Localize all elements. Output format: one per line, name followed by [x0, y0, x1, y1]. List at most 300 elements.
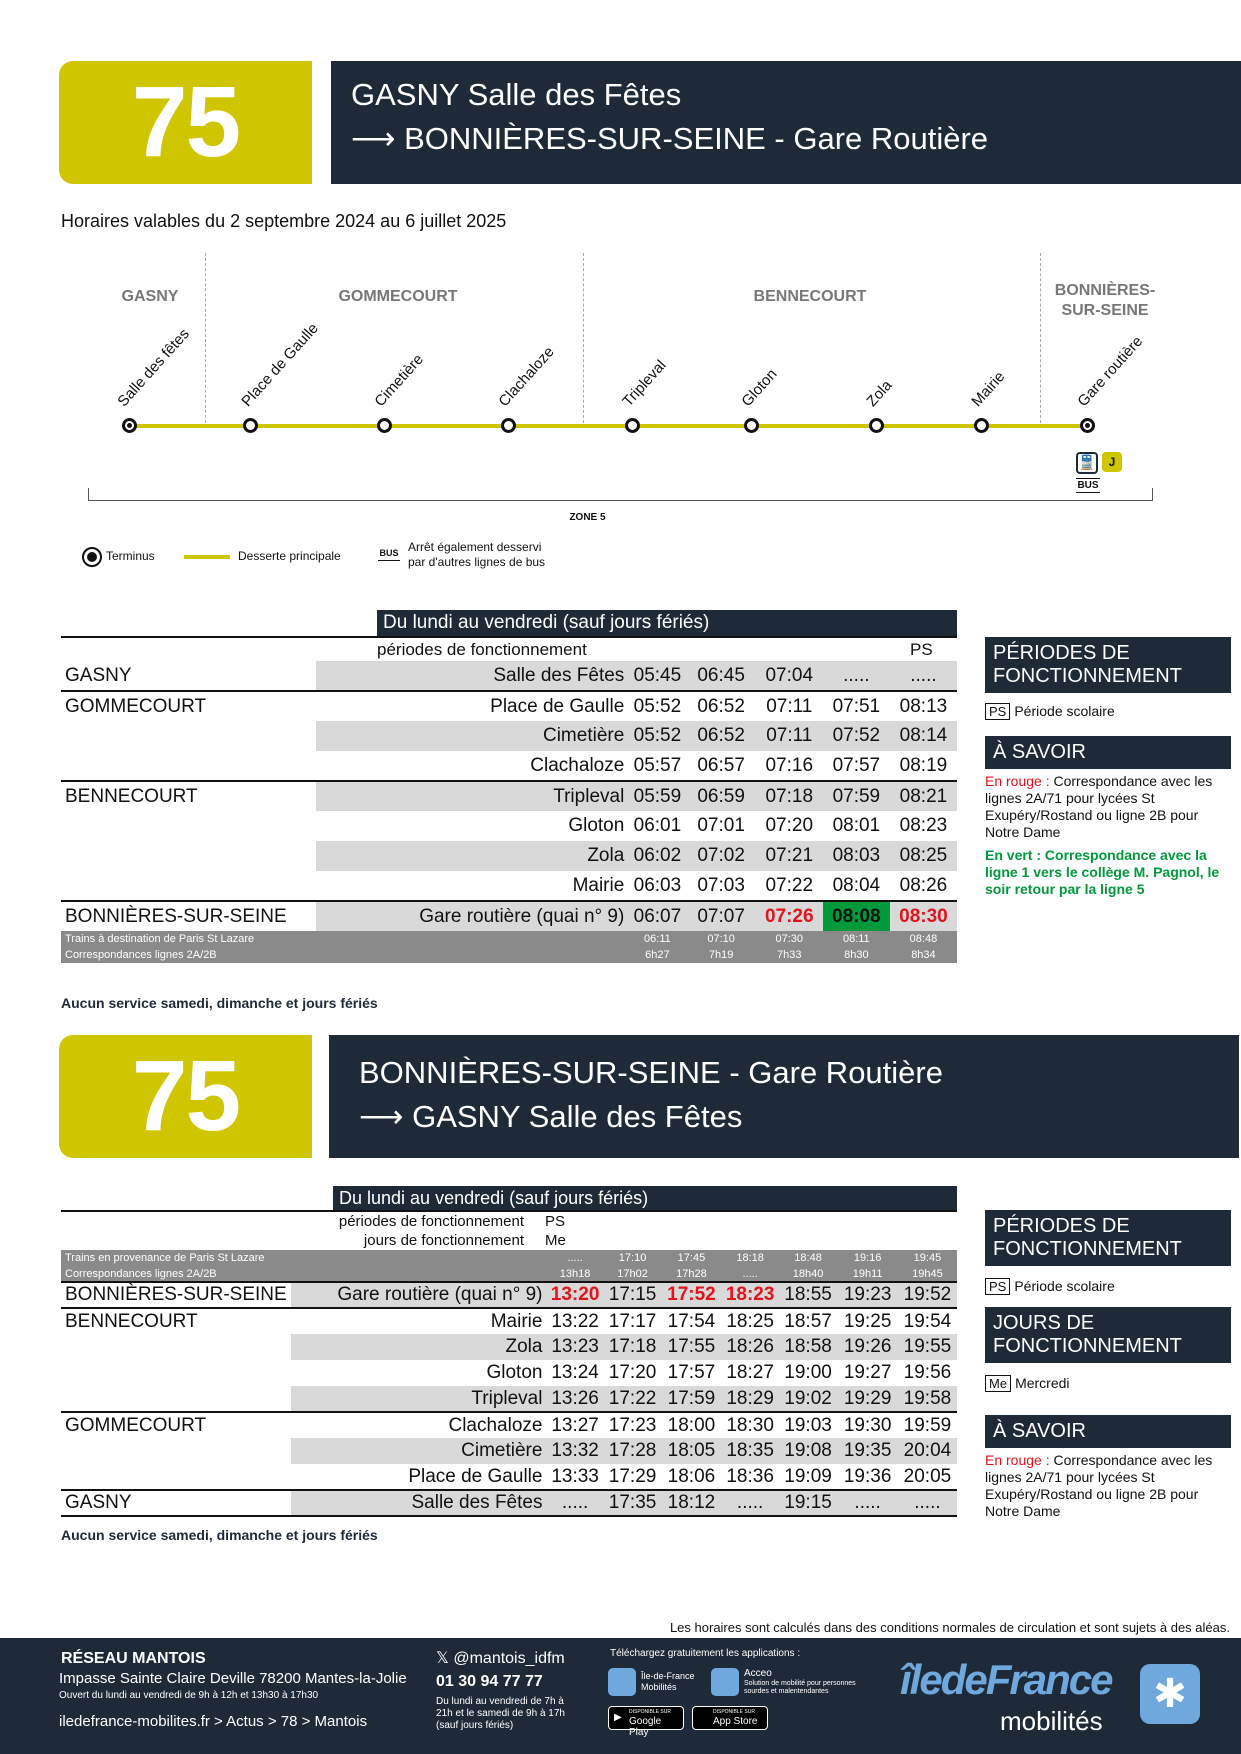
time-cell: 19:35: [837, 1438, 898, 1464]
town-cell: BENNECOURT: [65, 1310, 198, 1332]
time-cell: .....: [722, 1490, 779, 1516]
stop-cell: Tripleval: [291, 1386, 547, 1412]
timetable-inbound: [61, 1250, 957, 1517]
stop-cell: Mairie: [572, 874, 625, 896]
periods-title: PÉRIODES DE: [993, 1215, 1130, 1237]
line-j-badge: J: [1102, 452, 1122, 472]
idfm-logo-icon: ✱: [1140, 1664, 1200, 1724]
me-tag: Me: [985, 1375, 1011, 1392]
periods-label: périodes de fonctionnement: [338, 1213, 524, 1230]
savoir-red-note: [985, 773, 1225, 841]
connection-time: 18:48: [779, 1250, 838, 1266]
badge-label: App Store: [713, 1716, 758, 1727]
time-cell: 07:22: [765, 874, 814, 896]
connection-time: 19:45: [898, 1250, 957, 1266]
connection-time: 8h30: [823, 947, 890, 963]
time-cell: 17:55: [661, 1334, 721, 1360]
table-row: [61, 901, 957, 931]
time-cell: 06:57: [697, 754, 745, 776]
connection-time: 19h11: [837, 1266, 898, 1282]
time-cell: 19:52: [898, 1282, 957, 1308]
periods-title: FONCTIONNEMENT: [993, 1238, 1182, 1260]
time-cell: 07:01: [697, 815, 745, 836]
time-cell: 07:16: [765, 754, 814, 776]
zone-divider: [583, 253, 584, 423]
badge-small: DISPONIBLE SUR: [629, 1709, 671, 1715]
time-cell: 17:57: [667, 1362, 716, 1383]
time-cell: 08:04: [832, 874, 881, 896]
stop-label: Clachaloze: [495, 343, 558, 410]
stop-cell: Place de Gaulle: [408, 1465, 543, 1487]
connection-time: 8h34: [890, 947, 957, 963]
table2-ps-me: [545, 1212, 566, 1250]
table-row: [61, 781, 957, 811]
route-origin: BONNIÈRES-SUR-SEINE - Gare Routière: [359, 1055, 943, 1090]
time-cell: 17:28: [604, 1438, 662, 1464]
time-cell: 07:57: [832, 754, 881, 776]
connection-time: .....: [546, 1250, 603, 1266]
stop-cell: Salle des Fêtes: [291, 1490, 547, 1516]
period-ps: PS: [545, 1213, 566, 1230]
time-cell: 05:59: [628, 781, 686, 811]
time-cell: 07:07: [687, 901, 756, 931]
town-cell: GOMMECOURT: [65, 1414, 207, 1436]
connection-time: 19:16: [837, 1250, 898, 1266]
town-cell: [61, 1464, 291, 1490]
ps-text: Période scolaire: [1014, 703, 1115, 719]
stop-cell: Mairie: [490, 1310, 543, 1332]
town-cell: [61, 1438, 291, 1464]
town-cell: GASNY: [65, 664, 132, 686]
time-cell: 17:17: [608, 1310, 657, 1332]
time-cell: .....: [890, 661, 957, 691]
connection-time: 6h27: [628, 947, 686, 963]
table2-note: Aucun service samedi, dimanche et jours fériés: [61, 1527, 378, 1543]
time-cell: 06:01: [633, 815, 682, 836]
connection-row: [61, 1266, 957, 1282]
bus-legend-icon: BUS: [378, 547, 400, 561]
stop-cell: Clachaloze: [530, 754, 625, 776]
stop-dot: [377, 418, 392, 433]
savoir-box: À SAVOIR: [985, 736, 1231, 769]
stop-cell: Gare routière (quai n° 9): [291, 1282, 547, 1308]
time-cell: 19:25: [843, 1310, 892, 1332]
idfm-app-label: Île-de-France Mobilités: [641, 1671, 695, 1692]
stop-dot: [744, 418, 759, 433]
table2-title: Du lundi au vendredi (sauf jours fériés): [333, 1186, 957, 1210]
day-me: Me: [545, 1232, 566, 1249]
table-row: [61, 691, 957, 721]
time-cell: 08:19: [899, 754, 948, 776]
time-cell: 07:03: [697, 874, 745, 896]
connection-label: Trains à destination de Paris St Lazare: [61, 931, 628, 947]
stop-cell: Zola: [316, 841, 628, 871]
x-icon: 𝕏: [436, 1650, 449, 1667]
time-cell: 05:52: [633, 695, 682, 717]
time-cell: 07:11: [766, 695, 813, 717]
time-cell: 19:09: [784, 1465, 832, 1487]
time-cell: 08:01: [832, 815, 881, 836]
red-text: Correspondance avec les lignes 2A/71 pour lycées St Exupéry/Rostand ou ligne 2B pour Notre Dame: [985, 773, 1213, 840]
connection-row: [61, 947, 957, 963]
line-number-badge: 75: [59, 61, 312, 184]
table1-period-ps: PS: [910, 640, 933, 659]
time-cell: 17:54: [667, 1310, 716, 1332]
time-cell: 07:11: [756, 721, 823, 751]
stop-label: Salle des fêtes: [114, 325, 193, 410]
connection-time: 07:10: [687, 931, 756, 947]
connection-time: 17:45: [661, 1250, 721, 1266]
connection-time: 08:11: [823, 931, 890, 947]
stop-label: Gloton: [738, 365, 781, 410]
route-destination: GASNY Salle des Fêtes: [412, 1099, 743, 1134]
time-cell: 17:15: [604, 1282, 662, 1308]
connection-time: 18:18: [722, 1250, 779, 1266]
zone-bracket: [88, 488, 1153, 501]
network-link[interactable]: iledefrance-mobilites.fr > Actus > 78 > Mantois: [59, 1713, 368, 1730]
badge-label: Google Play: [629, 1716, 662, 1738]
time-cell: 20:05: [903, 1465, 952, 1487]
connection-time: 13h18: [546, 1266, 603, 1282]
time-cell: 19:56: [903, 1362, 952, 1383]
town-cell: BENNECOURT: [65, 785, 198, 807]
route-line: [129, 424, 1087, 428]
time-cell: 18:55: [779, 1282, 838, 1308]
periods-title: PÉRIODES DE: [993, 642, 1130, 664]
table-row: [61, 1360, 957, 1386]
time-cell: 13:26: [546, 1386, 603, 1412]
acceo-title: Acceo: [744, 1668, 772, 1679]
time-cell: 07:04: [756, 661, 823, 691]
connection-row: [61, 931, 957, 947]
connection-label: Correspondances lignes 2A/2B: [61, 947, 628, 963]
validity-text: Horaires valables du 2 septembre 2024 au 6 juillet 2025: [61, 211, 507, 231]
train-icon: 🚆: [1076, 452, 1098, 474]
time-cell: 19:08: [779, 1438, 838, 1464]
time-cell: 13:27: [551, 1414, 599, 1436]
network-hours: Ouvert du lundi au vendredi de 9h à 12h et 13h30 à 17h30: [59, 1690, 319, 1701]
time-cell: 08:13: [899, 695, 948, 717]
time-cell: 07:18: [756, 781, 823, 811]
network-address: Impasse Sainte Claire Deville 78200 Mantes-la-Jolie: [59, 1670, 407, 1687]
savoir-red-note: [985, 1452, 1225, 1520]
time-cell: 18:05: [661, 1438, 721, 1464]
connection-time: 17h28: [661, 1266, 721, 1282]
table-row: [61, 721, 957, 751]
table-row: [61, 1490, 957, 1516]
town-cell: [61, 1334, 291, 1360]
idfm-logo-text: îledeFrance: [900, 1656, 1112, 1703]
ps-legend: [985, 703, 1115, 720]
legend-line: par d'autres lignes de bus: [408, 555, 546, 569]
table-row: [61, 751, 957, 781]
me-legend: [985, 1375, 1070, 1392]
time-cell: 07:59: [823, 781, 890, 811]
time-cell: 08:21: [890, 781, 957, 811]
stop-cell: Gloton: [568, 815, 625, 836]
time-cell: 08:14: [890, 721, 957, 751]
arrow-icon: ⟶: [351, 121, 396, 156]
stop-cell: Gare routière (quai n° 9): [316, 901, 628, 931]
app-store-badge[interactable]: [692, 1706, 768, 1730]
town-cell: BONNIÈRES-SUR-SEINE: [65, 905, 287, 927]
time-cell: 07:51: [832, 695, 881, 717]
stop-label: Place de Gaulle: [238, 319, 322, 410]
time-cell: 18:27: [726, 1362, 774, 1383]
time-cell: 13:33: [551, 1465, 599, 1487]
route-destination: BONNIÈRES-SUR-SEINE - Gare Routière: [404, 121, 989, 156]
time-cell: 19:27: [843, 1362, 892, 1383]
time-cell: 06:03: [633, 874, 682, 896]
time-cell: 07:20: [765, 815, 814, 836]
connection-time: 08:48: [890, 931, 957, 947]
time-cell: 18:35: [722, 1438, 779, 1464]
stop-terminus-dot: [122, 418, 137, 433]
network-name: RÉSEAU MANTOIS: [61, 1650, 206, 1667]
time-cell: .....: [823, 661, 890, 691]
table-row: [61, 1282, 957, 1308]
stop-cell: Cimetière: [291, 1438, 547, 1464]
stop-label: Tripleval: [619, 356, 670, 410]
table-row: [61, 1438, 957, 1464]
legend-desserte: Desserte principale: [238, 549, 341, 563]
connection-row: [61, 1250, 957, 1266]
time-cell: 06:02: [628, 841, 686, 871]
stop-label: Mairie: [968, 368, 1009, 410]
time-cell: 19:29: [837, 1386, 898, 1412]
zone-gommecourt: GOMMECOURT: [338, 288, 458, 305]
twitter-handle[interactable]: [436, 1648, 565, 1668]
connection-time: 18h40: [779, 1266, 838, 1282]
ps-tag: PS: [985, 703, 1010, 720]
time-cell: 20:04: [898, 1438, 957, 1464]
stop-dot: [869, 418, 884, 433]
stop-dot: [974, 418, 989, 433]
ps-legend: [985, 1278, 1115, 1295]
time-cell: 19:55: [898, 1334, 957, 1360]
bus-icon: BUS: [1077, 480, 1099, 491]
connection-time: 07:30: [756, 931, 823, 947]
google-play-badge[interactable]: [608, 1706, 684, 1738]
zone-bonnieres-2: SUR-SEINE: [1061, 302, 1149, 319]
time-cell: 06:59: [687, 781, 756, 811]
time-cell: 18:29: [722, 1386, 779, 1412]
phone-number[interactable]: 01 30 94 77 77: [436, 1673, 543, 1690]
arrow-icon: ⟶: [359, 1099, 404, 1134]
terminus-legend-icon: [82, 547, 102, 567]
table-row: [61, 1412, 957, 1438]
table-rule: [61, 636, 957, 638]
connection-label: Correspondances lignes 2A/2B: [61, 1266, 546, 1282]
town-cell: GASNY: [65, 1492, 132, 1513]
town-cell: [61, 751, 316, 781]
time-cell: 19:36: [843, 1465, 892, 1487]
time-cell: 08:30: [890, 901, 957, 931]
time-cell: 18:00: [667, 1414, 716, 1436]
time-cell: 06:45: [687, 661, 756, 691]
idfm-logo-sub: mobilités: [1000, 1706, 1103, 1736]
footer: [0, 1638, 1241, 1754]
stop-cell: Clachaloze: [448, 1414, 543, 1436]
periods-box: [985, 637, 1231, 693]
time-cell: 07:21: [756, 841, 823, 871]
google-play-icon: ▶: [614, 1712, 622, 1723]
table-row: [61, 841, 957, 871]
time-cell: 07:26: [756, 901, 823, 931]
time-cell: 19:26: [837, 1334, 898, 1360]
red-label: En rouge :: [985, 1452, 1050, 1468]
time-cell: 17:22: [604, 1386, 662, 1412]
time-cell: 13:20: [546, 1282, 603, 1308]
time-cell: 07:52: [823, 721, 890, 751]
time-cell: 19:23: [837, 1282, 898, 1308]
acceo-app-icon[interactable]: [711, 1668, 739, 1696]
me-text: Mercredi: [1015, 1375, 1070, 1391]
time-cell: 17:35: [604, 1490, 662, 1516]
stop-cell: Zola: [291, 1334, 547, 1360]
stop-dot: [625, 418, 640, 433]
route-header-inbound: [329, 1035, 1239, 1158]
route-destination-line: [351, 117, 1241, 161]
time-cell: 19:02: [779, 1386, 838, 1412]
time-cell: 19:00: [784, 1362, 832, 1383]
time-cell: 17:20: [608, 1362, 657, 1383]
zone-divider: [205, 253, 206, 423]
table1-periods-label: périodes de fonctionnement: [377, 640, 587, 659]
time-cell: 18:12: [661, 1490, 721, 1516]
connection-time: 17:10: [604, 1250, 662, 1266]
savoir-box: À SAVOIR: [985, 1415, 1231, 1448]
days-title: JOURS DE: [993, 1312, 1095, 1334]
connection-time: .....: [722, 1266, 779, 1282]
savoir-green-note: En vert : Correspondance avec la ligne 1 vers le collège M. Pagnol, le soir retour par la ligne 5: [985, 847, 1220, 897]
table-row: [61, 1386, 957, 1412]
legend-terminus: Terminus: [106, 549, 155, 563]
disclaimer: Les horaires sont calculés dans des conditions normales de circulation et sont sujets à des aléas.: [669, 1620, 1230, 1635]
time-cell: 13:23: [546, 1334, 603, 1360]
zone-label: ZONE 5: [569, 512, 606, 523]
stop-label: Zola: [863, 376, 896, 410]
stop-terminus-dot: [1080, 418, 1095, 433]
town-cell: BONNIÈRES-SUR-SEINE: [65, 1284, 287, 1305]
red-label: En rouge :: [985, 773, 1050, 789]
time-cell: 18:30: [726, 1414, 774, 1436]
desserte-legend-icon: [184, 555, 230, 559]
days-box: [985, 1307, 1231, 1363]
table1-note: Aucun service samedi, dimanche et jours fériés: [61, 995, 378, 1011]
stop-dot: [501, 418, 516, 433]
time-cell: 19:59: [903, 1414, 952, 1436]
route-header-outbound: [331, 61, 1241, 184]
table-row: [61, 871, 957, 901]
time-cell: 18:58: [779, 1334, 838, 1360]
zone-gasny: GASNY: [121, 288, 179, 305]
connection-time: 7h33: [756, 947, 823, 963]
time-cell: 19:03: [784, 1414, 832, 1436]
stop-cell: Place de Gaulle: [490, 695, 625, 717]
time-cell: 18:36: [726, 1465, 774, 1487]
stop-cell: Tripleval: [316, 781, 628, 811]
time-cell: 08:26: [899, 874, 948, 896]
table-row: [61, 1308, 957, 1334]
time-cell: 08:25: [890, 841, 957, 871]
connection-time: 17h02: [604, 1266, 662, 1282]
time-cell: 13:32: [546, 1438, 603, 1464]
zone-divider: [1040, 253, 1041, 423]
days-label: jours de fonctionnement: [363, 1232, 524, 1249]
table2-labels: [320, 1212, 524, 1250]
zone-bonnieres-1: BONNIÈRES-: [1054, 282, 1156, 299]
town-cell: GOMMECOURT: [65, 695, 207, 717]
time-cell: 05:57: [633, 754, 682, 776]
periods-box: [985, 1210, 1231, 1266]
acceo-text: Solution de mobilité pour personnes sourdes et malentendantes: [744, 1680, 856, 1695]
time-cell: 08:08: [823, 901, 890, 931]
time-cell: 07:02: [687, 841, 756, 871]
time-cell: 06:07: [628, 901, 686, 931]
connection-time: 06:11: [628, 931, 686, 947]
stop-label: Gare routière: [1074, 332, 1147, 410]
town-cell: [61, 721, 316, 751]
table-row: [61, 811, 957, 841]
table-row: [61, 1334, 957, 1360]
time-cell: 18:23: [722, 1282, 779, 1308]
periods-title: FONCTIONNEMENT: [993, 665, 1182, 687]
time-cell: 17:18: [604, 1334, 662, 1360]
time-cell: 17:59: [661, 1386, 721, 1412]
time-cell: 08:03: [823, 841, 890, 871]
idfm-app-icon[interactable]: [608, 1668, 636, 1696]
town-cell: [61, 1360, 291, 1386]
time-cell: .....: [546, 1490, 603, 1516]
badge-small: DISPONIBLE SUR: [713, 1709, 755, 1715]
time-cell: 08:23: [899, 815, 948, 836]
time-cell: 06:52: [697, 695, 745, 717]
connection-label: Trains en provenance de Paris St Lazare: [61, 1250, 546, 1266]
route-destination-line: [359, 1095, 1239, 1139]
timetable-outbound: [61, 661, 957, 963]
town-cell: [61, 871, 316, 901]
stop-cell: Salle des Fêtes: [316, 661, 628, 691]
time-cell: 19:15: [779, 1490, 838, 1516]
connection-time: 19h45: [898, 1266, 957, 1282]
time-cell: 13:24: [551, 1362, 599, 1383]
ps-tag: PS: [985, 1278, 1010, 1295]
stop-label: Cimetière: [371, 350, 427, 410]
line-number-badge: 75: [59, 1035, 312, 1158]
time-cell: 13:22: [551, 1310, 599, 1332]
legend-also-served: [408, 540, 545, 570]
time-cell: 19:54: [903, 1310, 952, 1332]
time-cell: 17:52: [661, 1282, 721, 1308]
town-cell: [61, 1386, 291, 1412]
time-cell: 19:58: [898, 1386, 957, 1412]
table1-title: Du lundi au vendredi (sauf jours fériés): [377, 610, 957, 636]
route-origin: GASNY Salle des Fêtes: [351, 77, 682, 112]
legend-line: Arrêt également desservi: [408, 540, 542, 554]
time-cell: 17:23: [608, 1414, 657, 1436]
town-cell: [61, 811, 316, 841]
zone-bennecourt: BENNECOURT: [753, 288, 867, 305]
time-cell: 19:30: [843, 1414, 892, 1436]
table-row: [61, 661, 957, 691]
apps-title: Téléchargez gratuitement les applications :: [610, 1648, 801, 1659]
time-cell: 18:57: [784, 1310, 832, 1332]
time-cell: 18:25: [726, 1310, 774, 1332]
time-cell: .....: [837, 1490, 898, 1516]
phone-hours: Du lundi au vendredi de 7h à 21h et le samedi de 9h à 17h (sauf jours fériés): [436, 1696, 565, 1731]
ps-text: Période scolaire: [1014, 1278, 1115, 1294]
